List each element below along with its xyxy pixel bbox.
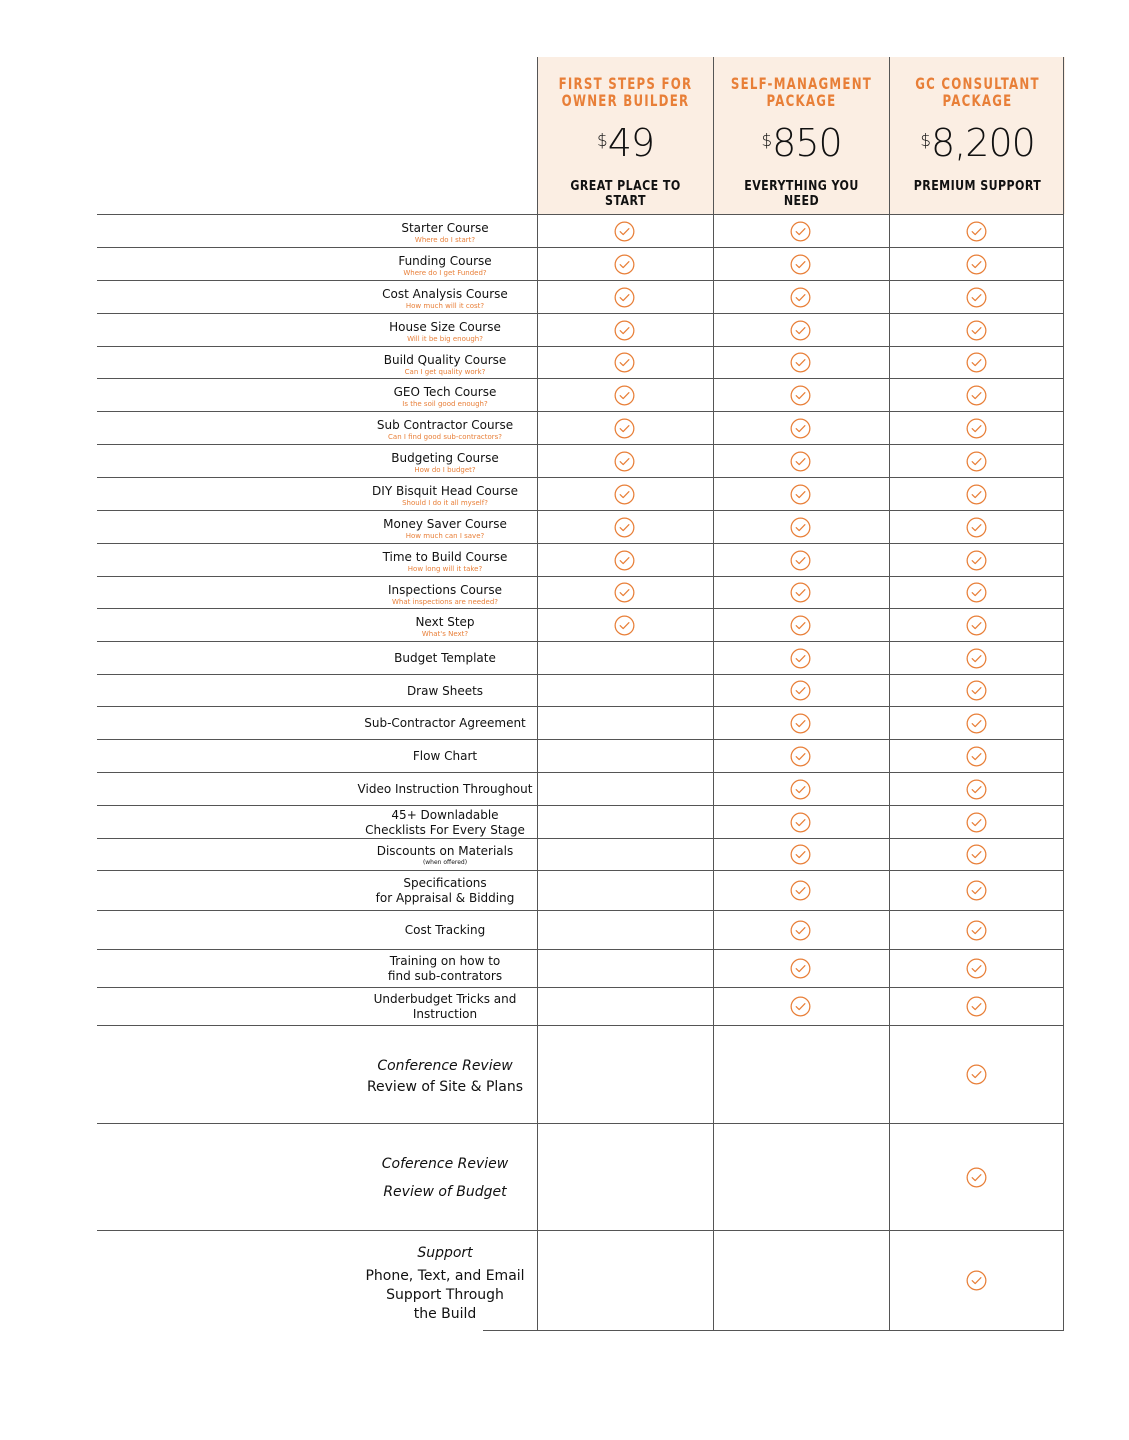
check-circle-icon xyxy=(790,880,811,901)
check-circle-icon xyxy=(966,1064,987,1085)
check-circle-icon xyxy=(966,352,987,373)
check-circle-icon xyxy=(790,779,811,800)
plan-price xyxy=(714,123,889,163)
feature-name: Review of Site & Plans xyxy=(366,1078,524,1095)
table-row xyxy=(97,378,1064,412)
feature-name: Time to Build Course xyxy=(382,550,508,564)
check-circle-icon xyxy=(614,254,635,275)
feature-name: find sub-contrators xyxy=(387,969,503,983)
check-circle-icon xyxy=(966,582,987,603)
check-circle-icon xyxy=(966,880,987,901)
table-row xyxy=(97,214,1064,248)
check-circle-icon xyxy=(966,958,987,979)
check-circle-icon xyxy=(790,517,811,538)
table-row xyxy=(97,346,1064,379)
feature-name: Draw Sheets xyxy=(406,683,484,698)
feature-label xyxy=(345,876,545,906)
feature-name: Build Quality Course xyxy=(383,352,507,367)
table-row xyxy=(97,280,1064,314)
feature-label xyxy=(345,287,545,310)
check-circle-icon xyxy=(966,844,987,865)
check-circle-icon xyxy=(966,648,987,669)
feature-name: GEO Tech Course xyxy=(393,385,497,399)
check-circle-icon xyxy=(790,484,811,505)
check-circle-icon xyxy=(966,680,987,701)
table-row xyxy=(97,739,1064,773)
plan-price xyxy=(890,123,1065,163)
check-circle-icon xyxy=(790,996,811,1017)
feature-label xyxy=(345,844,545,867)
table-row xyxy=(97,608,1064,642)
feature-question: Where do I start? xyxy=(414,236,476,244)
feature-name: Underbudget Tricks and xyxy=(373,992,517,1006)
feature-label xyxy=(345,451,545,474)
check-circle-icon xyxy=(966,385,987,406)
check-circle-icon xyxy=(790,958,811,979)
feature-label xyxy=(345,484,545,507)
feature-label xyxy=(345,954,545,984)
table-row xyxy=(97,772,1064,806)
feature-name: Support Through xyxy=(386,1286,504,1303)
plan-header-2 xyxy=(713,57,889,214)
check-circle-icon xyxy=(614,418,635,439)
check-circle-icon xyxy=(614,320,635,341)
feature-name: House Size Course xyxy=(389,320,501,334)
check-circle-icon xyxy=(614,615,635,636)
check-circle-icon xyxy=(966,221,987,242)
feature-italic-title: Support xyxy=(417,1244,473,1261)
check-circle-icon xyxy=(966,1167,987,1188)
feature-label xyxy=(345,923,545,938)
check-circle-icon xyxy=(614,517,635,538)
plan-price xyxy=(538,123,713,163)
table-row xyxy=(97,247,1064,281)
feature-italic-title: Coference Review xyxy=(381,1155,509,1172)
feature-name: Checklists For Every Stage xyxy=(365,822,525,837)
check-circle-icon xyxy=(614,221,635,242)
table-row xyxy=(97,838,1064,871)
table-row xyxy=(97,910,1064,950)
feature-label xyxy=(345,808,545,838)
plan-title-line: FIRST STEPS FOR xyxy=(558,74,693,93)
check-circle-icon xyxy=(966,746,987,767)
table-row xyxy=(97,949,1064,988)
feature-label xyxy=(345,320,545,343)
check-circle-icon xyxy=(966,812,987,833)
feature-name: 45+ Downladable xyxy=(391,807,499,822)
plan-tagline: PREMIUM SUPPORT xyxy=(913,179,1042,194)
feature-question: What's Next? xyxy=(421,630,469,638)
feature-question: How much will it cost? xyxy=(405,302,485,310)
feature-name: Video Instruction Throughout xyxy=(357,782,533,796)
check-circle-icon xyxy=(790,352,811,373)
check-circle-icon xyxy=(966,996,987,1017)
table-row xyxy=(97,1025,1064,1124)
feature-label xyxy=(345,418,545,441)
table-bottom-border xyxy=(483,1330,1064,1331)
table-row xyxy=(97,477,1064,511)
plan-title xyxy=(730,75,874,109)
table-row xyxy=(97,576,1064,609)
feature-label xyxy=(345,1054,545,1097)
check-circle-icon xyxy=(966,287,987,308)
feature-name: Cost Analysis Course xyxy=(382,287,508,301)
feature-question: Can I find good sub-contractors? xyxy=(388,433,502,441)
check-circle-icon xyxy=(614,451,635,472)
check-circle-icon xyxy=(790,812,811,833)
currency-symbol: $ xyxy=(920,131,931,151)
price-value: 8,200 xyxy=(931,121,1035,165)
feature-name: Sub-Contractor Agreement xyxy=(364,716,526,730)
feature-name: Sub Contractor Course xyxy=(376,418,514,432)
feature-question: Can I get quality work? xyxy=(404,367,486,376)
check-circle-icon xyxy=(966,779,987,800)
plan-title xyxy=(906,75,1050,109)
check-circle-icon xyxy=(790,713,811,734)
plan-header-3 xyxy=(889,57,1065,214)
check-circle-icon xyxy=(966,517,987,538)
table-row xyxy=(97,313,1064,347)
check-circle-icon xyxy=(790,287,811,308)
table-row xyxy=(97,510,1064,544)
check-circle-icon xyxy=(790,746,811,767)
feature-question: What inspections are needed? xyxy=(391,597,499,606)
feature-label xyxy=(345,517,545,540)
check-circle-icon xyxy=(614,484,635,505)
feature-name: Starter Course xyxy=(401,221,489,235)
feature-label xyxy=(345,1239,545,1324)
plan-title-line: SELF-MANAGMENT xyxy=(730,74,873,93)
check-circle-icon xyxy=(790,550,811,571)
check-circle-icon xyxy=(790,920,811,941)
check-circle-icon xyxy=(614,385,635,406)
feature-label xyxy=(345,684,545,699)
table-row xyxy=(97,1123,1064,1231)
price-value: 850 xyxy=(772,121,842,165)
table-row xyxy=(97,641,1064,675)
check-circle-icon xyxy=(790,615,811,636)
check-circle-icon xyxy=(966,254,987,275)
feature-label xyxy=(345,254,545,277)
feature-label xyxy=(345,1150,545,1206)
feature-label xyxy=(345,353,545,376)
feature-label xyxy=(345,749,545,764)
feature-name: Specifications xyxy=(403,876,487,890)
feature-label xyxy=(345,221,545,244)
check-circle-icon xyxy=(966,920,987,941)
table-row xyxy=(97,543,1064,577)
check-circle-icon xyxy=(966,615,987,636)
check-circle-icon xyxy=(966,418,987,439)
check-circle-icon xyxy=(614,287,635,308)
check-circle-icon xyxy=(966,1270,987,1291)
table-row xyxy=(97,870,1064,911)
check-circle-icon xyxy=(790,680,811,701)
feature-name: Money Saver Course xyxy=(383,517,507,531)
check-circle-icon xyxy=(614,582,635,603)
feature-question: Is the soil good enough? xyxy=(402,400,488,408)
feature-question: Where do I get Funded? xyxy=(403,269,487,277)
check-circle-icon xyxy=(790,320,811,341)
check-circle-icon xyxy=(790,418,811,439)
plan-title-line: GC CONSULTANT xyxy=(915,74,1040,93)
feature-label xyxy=(345,651,545,666)
check-circle-icon xyxy=(790,582,811,603)
feature-name: Budgeting Course xyxy=(391,451,499,465)
check-circle-icon xyxy=(966,320,987,341)
feature-name: the Build xyxy=(413,1305,477,1322)
feature-name: Phone, Text, and Email xyxy=(365,1267,525,1284)
feature-italic-title: Conference Review xyxy=(377,1057,513,1074)
feature-question: Should I do it all myself? xyxy=(402,499,488,507)
table-row xyxy=(97,706,1064,740)
feature-name: Cost Tracking xyxy=(404,923,486,937)
check-circle-icon xyxy=(614,550,635,571)
check-circle-icon xyxy=(790,254,811,275)
plan-title-line: PACKAGE xyxy=(766,91,837,110)
feature-label xyxy=(345,782,545,797)
table-row xyxy=(97,987,1064,1026)
currency-symbol: $ xyxy=(761,131,772,151)
feature-name: Inspections Course xyxy=(388,582,502,597)
check-circle-icon xyxy=(966,713,987,734)
feature-name: Flow Chart xyxy=(412,749,478,763)
check-circle-icon xyxy=(790,648,811,669)
feature-name: Training on how to xyxy=(389,954,501,968)
feature-note: (when offered) xyxy=(422,858,468,866)
feature-question: How do I budget? xyxy=(414,466,476,474)
check-circle-icon xyxy=(790,221,811,242)
feature-name: DIY Bisquit Head Course xyxy=(372,484,518,498)
feature-label xyxy=(345,583,545,606)
plan-title-line: PACKAGE xyxy=(942,91,1013,110)
plan-title-line: OWNER BUILDER xyxy=(561,91,690,110)
feature-name: for Appraisal & Bidding xyxy=(375,891,515,905)
feature-question: Will it be big enough? xyxy=(407,335,483,343)
check-circle-icon xyxy=(966,550,987,571)
plan-title xyxy=(554,75,698,109)
feature-label xyxy=(345,615,545,638)
check-circle-icon xyxy=(790,451,811,472)
feature-italic-subtitle: Review of Budget xyxy=(383,1183,507,1200)
check-circle-icon xyxy=(966,451,987,472)
table-row xyxy=(97,444,1064,478)
feature-label xyxy=(345,385,545,408)
table-row xyxy=(97,805,1064,839)
table-row xyxy=(97,411,1064,445)
table-row xyxy=(97,1230,1064,1331)
plan-tagline: EVERYTHING YOU NEED xyxy=(744,179,859,209)
feature-question: How long will it take? xyxy=(407,565,483,573)
currency-symbol: $ xyxy=(596,131,607,151)
check-circle-icon xyxy=(790,385,811,406)
feature-name: Next Step xyxy=(415,615,475,629)
feature-name: Funding Course xyxy=(398,254,492,268)
feature-label xyxy=(345,992,545,1022)
price-value: 49 xyxy=(607,121,655,165)
table-row xyxy=(97,674,1064,707)
check-circle-icon xyxy=(966,484,987,505)
feature-label xyxy=(345,716,545,731)
feature-label xyxy=(345,550,545,573)
feature-question: How much can I save? xyxy=(405,532,485,540)
plan-header-1 xyxy=(537,57,713,214)
check-circle-icon xyxy=(790,844,811,865)
feature-name: Budget Template xyxy=(394,651,496,665)
plan-tagline: GREAT PLACE TO START xyxy=(570,179,681,209)
feature-name: Instruction xyxy=(412,1007,478,1021)
check-circle-icon xyxy=(614,352,635,373)
feature-name: Discounts on Materials xyxy=(376,843,514,858)
